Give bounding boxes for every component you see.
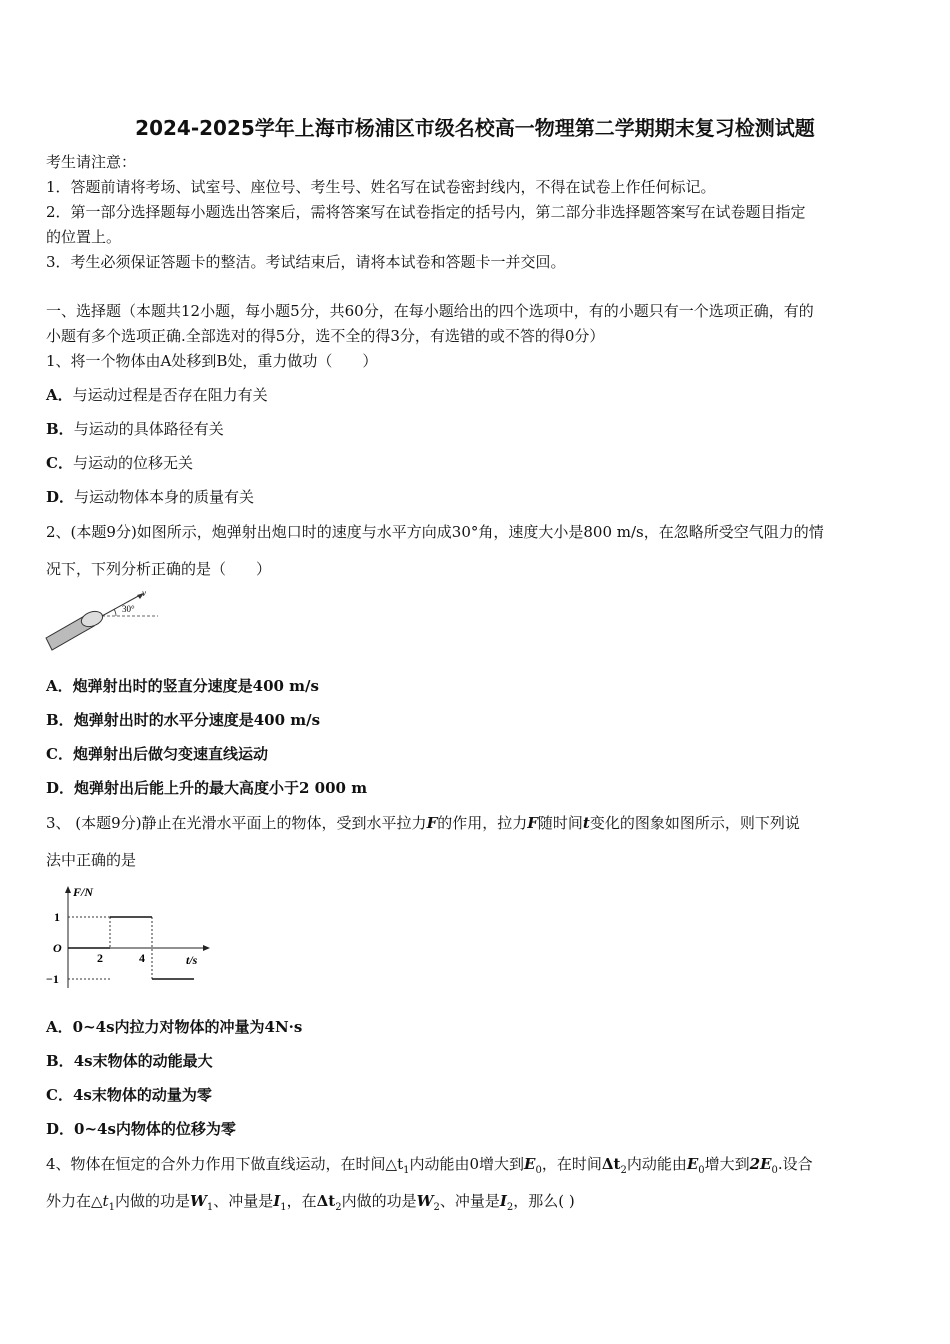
q4-symbol: t bbox=[102, 1192, 109, 1210]
option-label: D． bbox=[46, 779, 75, 797]
angle-arc bbox=[114, 609, 116, 616]
q2-option-a bbox=[46, 676, 319, 696]
option-text: 4s末物体的动量为零 bbox=[72, 1086, 212, 1104]
q3-symbol-F: F bbox=[527, 814, 538, 832]
q4-text: 、冲量是 bbox=[213, 1192, 274, 1210]
q4-text: ，那么( ) bbox=[513, 1192, 575, 1210]
option-text: 0~4s内拉力对物体的冲量为4N·s bbox=[72, 1018, 303, 1036]
q4-text: .设合 bbox=[777, 1155, 813, 1173]
y-axis-arrow-icon bbox=[65, 886, 71, 893]
q1-option-d bbox=[46, 487, 254, 507]
q4-symbol: Δt bbox=[316, 1192, 336, 1210]
q4-text: 内做的功是 bbox=[341, 1192, 417, 1210]
option-label: B． bbox=[46, 420, 74, 438]
option-text: 0~4s内物体的位移为零 bbox=[74, 1120, 236, 1138]
q4-sub: 1 bbox=[403, 1165, 410, 1176]
q4-text: 内动能由0增大到 bbox=[409, 1155, 525, 1173]
option-text: 与运动的具体路径有关 bbox=[73, 420, 224, 438]
q3-stem-2: 法中正确的是 bbox=[46, 851, 137, 869]
q4-stem-1 bbox=[46, 1154, 813, 1181]
page-title: 2024-2025学年上海市杨浦区市级名校高一物理第二学期期末复习检测试题 bbox=[135, 116, 815, 140]
q4-stem-2 bbox=[46, 1191, 575, 1218]
option-text: 与运动的位移无关 bbox=[72, 454, 193, 472]
y-tick-label: −1 bbox=[46, 972, 59, 986]
q1-option-a bbox=[46, 385, 268, 405]
option-label: A． bbox=[46, 386, 73, 404]
q2-stem-2: 况下，下列分析正确的是（ ） bbox=[46, 560, 272, 578]
notice-item-2: 2．第一部分选择题每小题选出答案后，需将答案写在试卷指定的括号内，第二部分非选择题答案写在试卷题目指定 bbox=[46, 203, 806, 221]
q4-symbol: E bbox=[686, 1155, 699, 1173]
section1-instructions-1: 一、选择题（本题共12小题，每小题5分，共60分，在每小题给出的四个选项中，有的小题只有一个选项正确，有的 bbox=[46, 302, 814, 320]
notice-heading: 考生请注意： bbox=[46, 153, 137, 171]
q4-sub: 0 bbox=[771, 1165, 778, 1176]
option-label: A． bbox=[46, 677, 73, 695]
q3-stem-part: 随时间 bbox=[537, 814, 583, 832]
q3-option-b bbox=[46, 1051, 213, 1071]
q4-sub: 1 bbox=[206, 1202, 214, 1213]
q4-sub: 1 bbox=[108, 1202, 115, 1213]
option-label: B． bbox=[46, 1052, 74, 1070]
x-axis-label: t/s bbox=[186, 953, 198, 967]
q4-symbol: I bbox=[273, 1192, 281, 1210]
notice-item-2-cont: 的位置上。 bbox=[46, 228, 122, 246]
q4-sub: 0 bbox=[698, 1165, 705, 1176]
q1-stem: 1、将一个物体由A处移到B处，重力做功（ ） bbox=[46, 352, 378, 370]
q4-symbol: W bbox=[189, 1192, 207, 1210]
q4-symbol: E bbox=[524, 1155, 536, 1173]
notice-item-1: 1．答题前请将考场、试室号、座位号、考生号、姓名写在试卷密封线内，不得在试卷上作任何标记。 bbox=[46, 178, 716, 196]
q4-sub: 2 bbox=[335, 1202, 342, 1213]
option-label: D． bbox=[46, 1120, 75, 1138]
q2-option-d bbox=[46, 778, 367, 798]
x-tick-label: 2 bbox=[97, 951, 103, 965]
velocity-label: v bbox=[142, 588, 146, 598]
q3-option-c bbox=[46, 1085, 212, 1105]
q3-stem-1 bbox=[46, 813, 800, 833]
q3-stem-part: 的作用，拉力 bbox=[437, 814, 528, 832]
force-time-chart bbox=[44, 884, 214, 1004]
q4-text: 4、物体在恒定的合外力作用下做直线运动，在时间△t bbox=[46, 1155, 404, 1173]
q4-symbol: Δt bbox=[601, 1155, 621, 1173]
cannon-figure bbox=[44, 586, 164, 658]
q3-stem-part: 3、 (本题9分)静止在光滑水平面上的物体，受到水平拉力 bbox=[46, 814, 427, 832]
option-label: C． bbox=[46, 454, 73, 472]
option-label: C． bbox=[46, 1086, 73, 1104]
q3-symbol-F: F bbox=[426, 814, 438, 832]
angle-label: 30° bbox=[122, 604, 135, 614]
notice-item-3: 3．考生必须保证答题卡的整洁。考试结束后，请将本试卷和答题卡一并交回。 bbox=[46, 253, 566, 271]
option-text: 炮弹射出时的竖直分速度是400 m/s bbox=[72, 677, 319, 695]
q4-sub: 2 bbox=[433, 1202, 440, 1213]
q4-text: ，在时间 bbox=[541, 1155, 602, 1173]
q4-text: 内做的功是 bbox=[114, 1192, 190, 1210]
option-text: 炮弹射出后能上升的最大高度小于2 000 m bbox=[74, 779, 368, 797]
q2-stem-1: 2、(本题9分)如图所示，炮弹射出炮口时的速度与水平方向成30°角，速度大小是800 m/s，在忽略所受空气阻力的情 bbox=[46, 523, 824, 541]
q4-text: 外力在△ bbox=[46, 1192, 103, 1210]
q3-stem-part: 变化的图象如图所示，则下列说 bbox=[589, 814, 800, 832]
origin-label: O bbox=[53, 941, 62, 955]
q2-option-b bbox=[46, 710, 320, 730]
q4-text: ，在 bbox=[286, 1192, 317, 1210]
q1-option-b bbox=[46, 419, 224, 439]
q4-symbol: W bbox=[416, 1192, 434, 1210]
q4-sub: 2 bbox=[506, 1202, 514, 1213]
q1-option-c bbox=[46, 453, 193, 473]
option-label: C． bbox=[46, 745, 73, 763]
option-text: 4s末物体的动能最大 bbox=[73, 1052, 213, 1070]
y-axis-label: F/N bbox=[73, 885, 94, 899]
section1-instructions-2: 小题有多个选项正确.全部选对的得5分，选不全的得3分，有选错的或不答的得0分） bbox=[46, 327, 605, 345]
q4-text: 内动能由 bbox=[626, 1155, 687, 1173]
y-tick-label: 1 bbox=[54, 910, 60, 924]
q4-symbol: 2E bbox=[749, 1155, 772, 1173]
q4-sub: 2 bbox=[620, 1165, 627, 1176]
option-text: 炮弹射出后做匀变速直线运动 bbox=[72, 745, 268, 763]
q4-text: 、冲量是 bbox=[439, 1192, 500, 1210]
q4-sub: 0 bbox=[535, 1165, 542, 1176]
q3-option-a bbox=[46, 1017, 302, 1037]
q3-option-d bbox=[46, 1119, 236, 1139]
option-text: 炮弹射出时的水平分速度是400 m/s bbox=[73, 711, 321, 729]
x-tick-label: 4 bbox=[139, 951, 145, 965]
option-text: 与运动过程是否存在阻力有关 bbox=[72, 386, 268, 404]
q4-sub: 1 bbox=[280, 1202, 287, 1213]
q4-symbol: I bbox=[499, 1192, 507, 1210]
q3-symbol-t: t bbox=[582, 814, 590, 832]
x-axis-arrow-icon bbox=[203, 945, 210, 951]
option-text: 与运动物体本身的质量有关 bbox=[74, 488, 255, 506]
option-label: B． bbox=[46, 711, 74, 729]
q4-text: 增大到 bbox=[704, 1155, 750, 1173]
option-label: D． bbox=[46, 488, 75, 506]
q2-option-c bbox=[46, 744, 268, 764]
option-label: A． bbox=[46, 1018, 73, 1036]
